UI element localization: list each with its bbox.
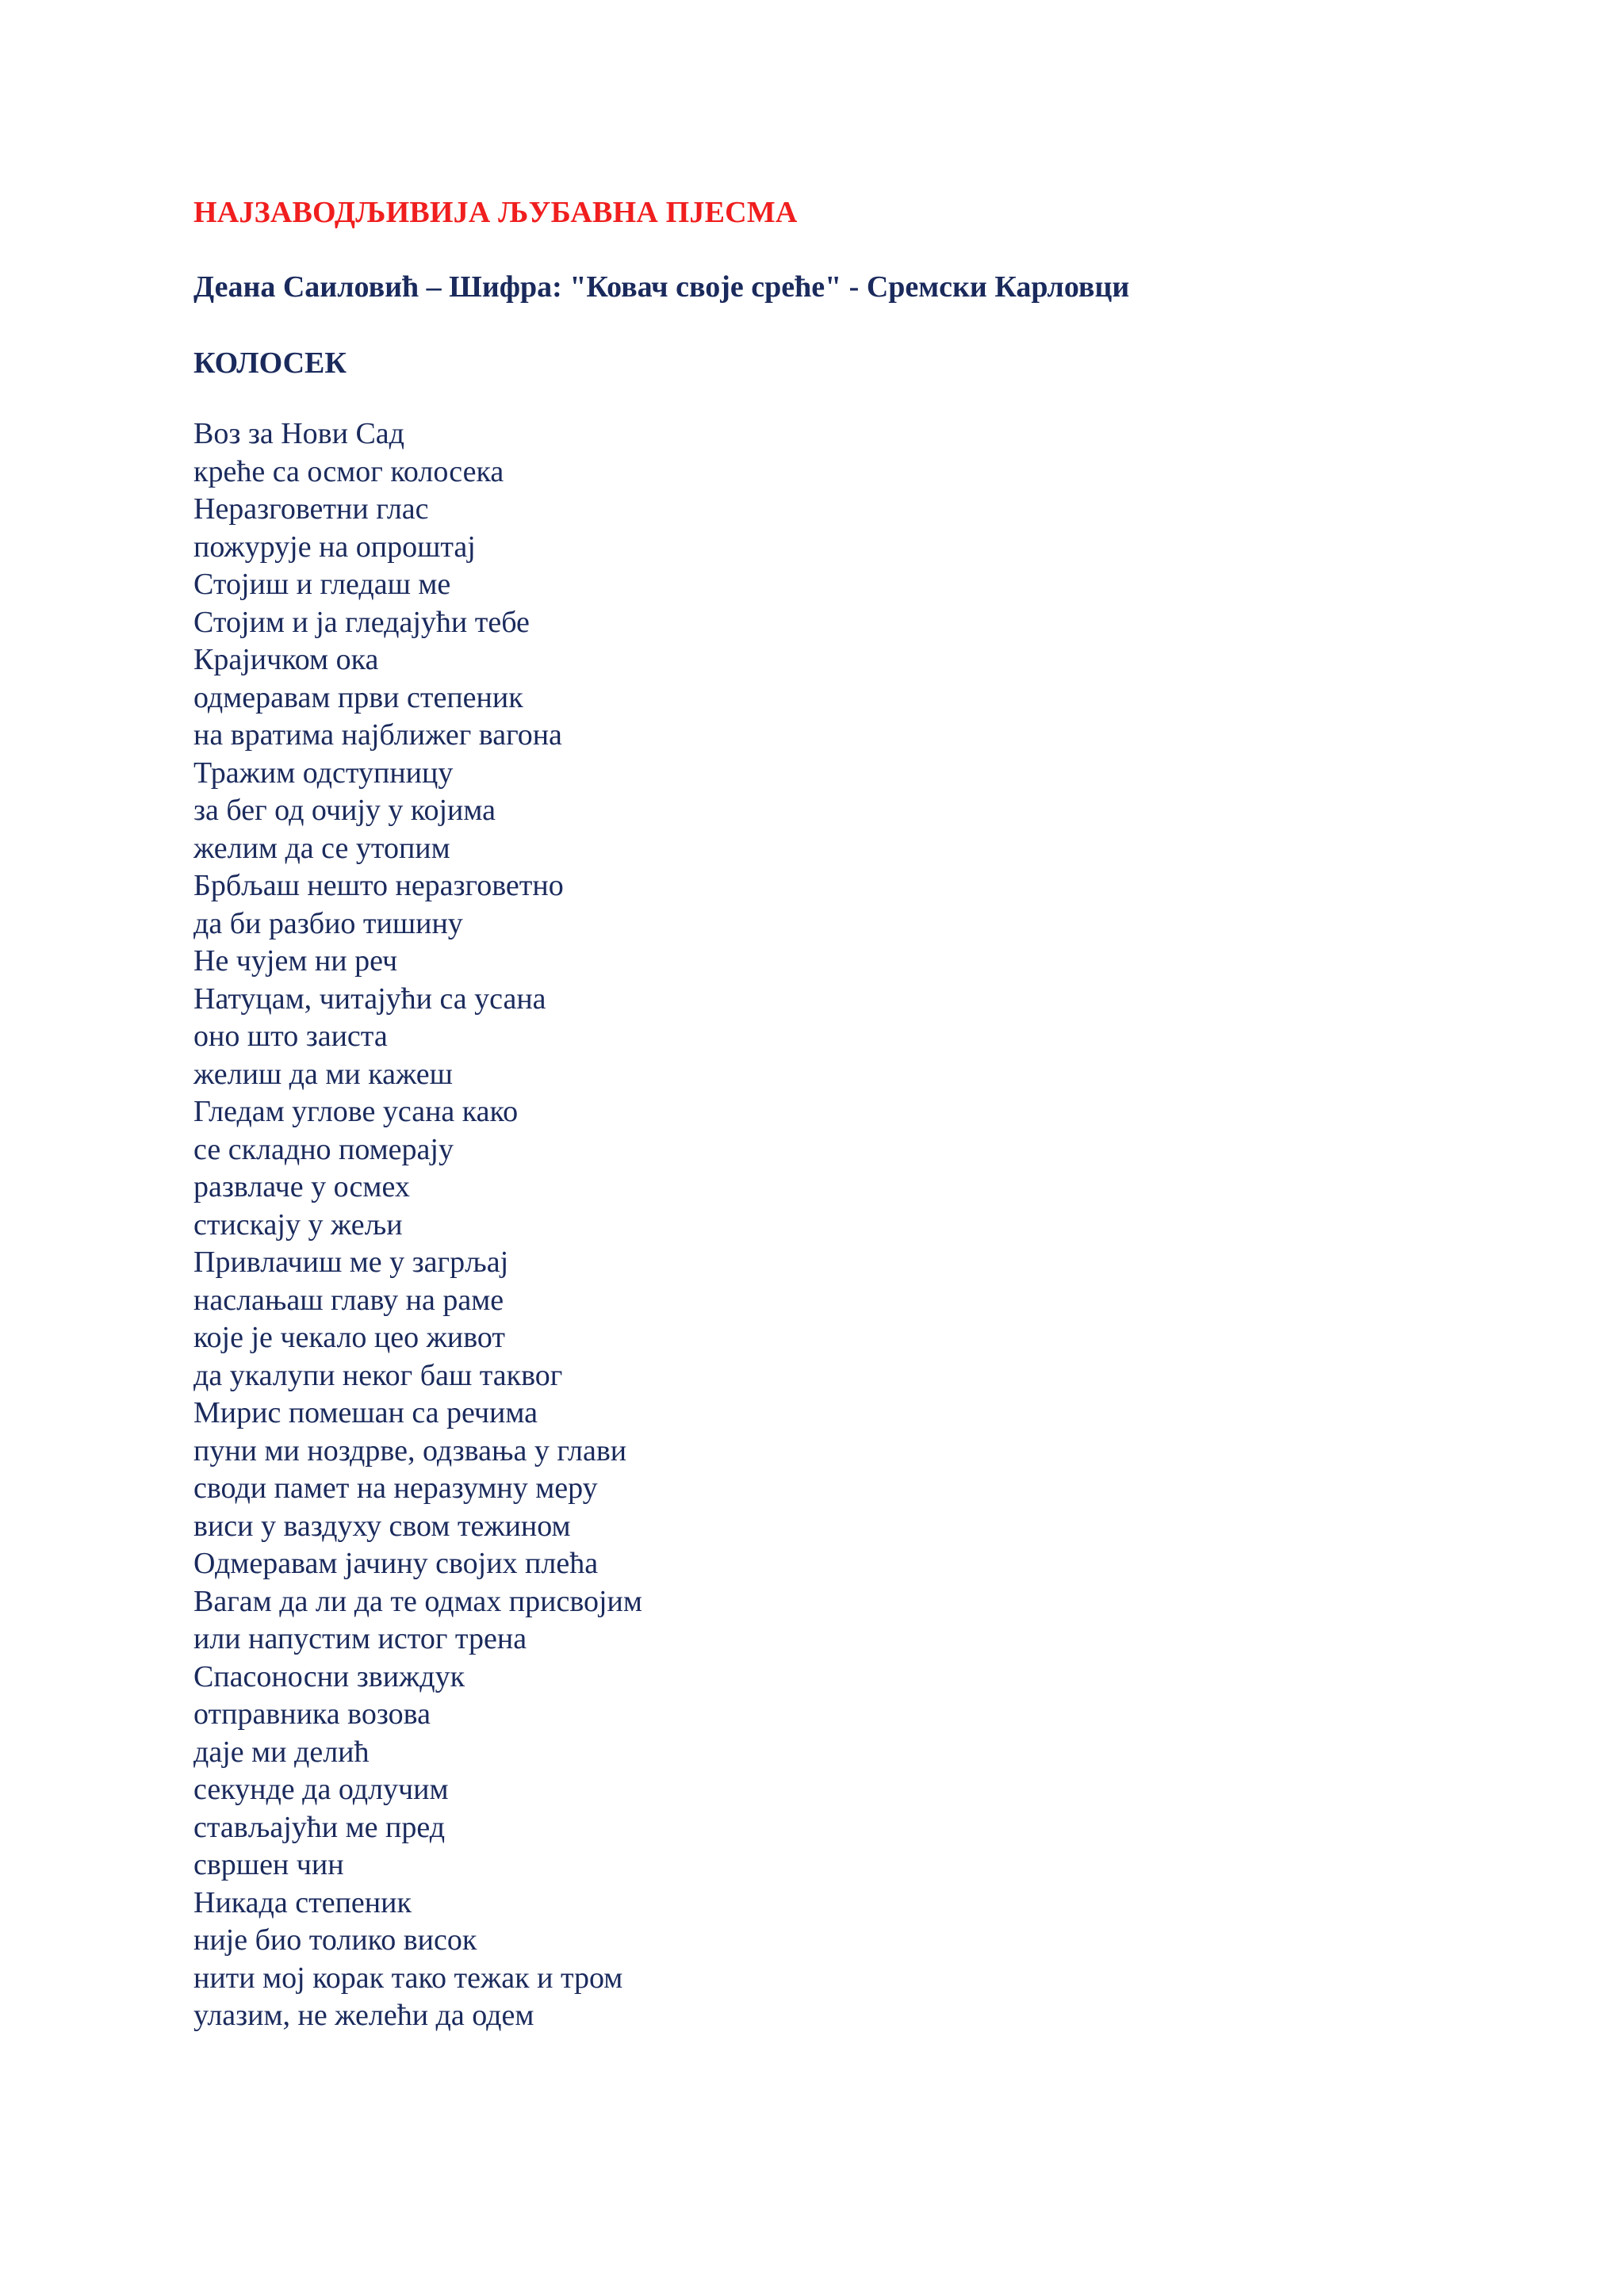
poem-line: да би разбио тишину (193, 906, 463, 940)
poem-line: Воз за Нови Сад (193, 417, 404, 450)
poem-line: за бег од очију у којима (193, 794, 496, 827)
poem-line: Стојим и ја гледајући тебе (193, 605, 530, 639)
poem-line: Натуцам, читајући са усана (193, 982, 546, 1016)
poem-line: Гледам углове усана како (193, 1095, 519, 1128)
poem-line: Брбљаш нешто неразговетно (193, 869, 564, 902)
poem-line: свршен чин (193, 1848, 344, 1881)
poem-line: које је чекало цео живот (193, 1321, 505, 1354)
poem-line: се складно померају (193, 1132, 454, 1166)
document-content (193, 189, 1542, 2035)
author-subtitle: Деана Саиловић – Шифра: "Ковач своје среће" - Сремски Карловци (193, 270, 1130, 304)
poem-line: Никада степеник (193, 1885, 412, 1919)
poem-line: креће са осмог колосека (193, 454, 504, 488)
poem-line: стискају у жељи (193, 1207, 403, 1242)
poem-line: секунде да одлучим (193, 1773, 449, 1806)
poem-line: Вагам да ли да те одмах присвојим (193, 1584, 642, 1618)
poem-line: оно што заиста (193, 1020, 388, 1053)
poem-line: Тражим одступницу (193, 756, 454, 790)
poem-line: виси у ваздуху свом тежином (193, 1509, 571, 1543)
poem-line: улазим, не желећи да одем (193, 1999, 534, 2032)
poem-line: Стојиш и гледаш ме (193, 568, 451, 601)
poem-line: Одмеравам јачину својих плећа (193, 1547, 599, 1580)
poem-line: отправника возова (193, 1697, 431, 1731)
poem-line: пуни ми ноздрве, одзвања у глави (193, 1433, 627, 1468)
poem-line: Спасоносни звиждук (193, 1659, 465, 1693)
poem-line: Мирис помешан са речима (193, 1396, 538, 1429)
main-title: НАЈЗАВОДЉИВИЈА ЉУБАВНА ПЈЕСМА (193, 196, 798, 229)
poem-line: желим да се утопим (193, 831, 450, 865)
poem-line: развлаче у осмех (193, 1170, 410, 1203)
poem-line: или напустим истог трена (193, 1622, 527, 1655)
poem-line: стављајући ме пред (193, 1810, 446, 1844)
poem-line: даје ми делић (193, 1735, 370, 1769)
poem-line: нити мој корак тако тежак и тром (193, 1961, 623, 1995)
poem-line: Крајичком ока (193, 643, 379, 676)
poem-line: желиш да ми кажеш (193, 1057, 453, 1091)
poem-lines (193, 415, 1542, 2035)
poem-line: пожурује на опроштај (193, 530, 476, 564)
poem-line: на вратима најближег вагона (193, 718, 562, 752)
poem-line: није био толико висок (193, 1923, 477, 1957)
poem-line: своди памет на неразумну меру (193, 1471, 598, 1505)
poem-line: Неразговетни глас (193, 492, 429, 526)
poem-title: КОЛОСЕК (193, 346, 347, 380)
poem-line: да укалупи неког баш таквог (193, 1358, 563, 1392)
poem-line: наслањаш главу на раме (193, 1283, 504, 1317)
poem-line: Привлачиш ме у загрљај (193, 1246, 509, 1279)
poem-line: Не чујем ни реч (193, 944, 398, 978)
poem-line: одмеравам први степеник (193, 680, 523, 714)
